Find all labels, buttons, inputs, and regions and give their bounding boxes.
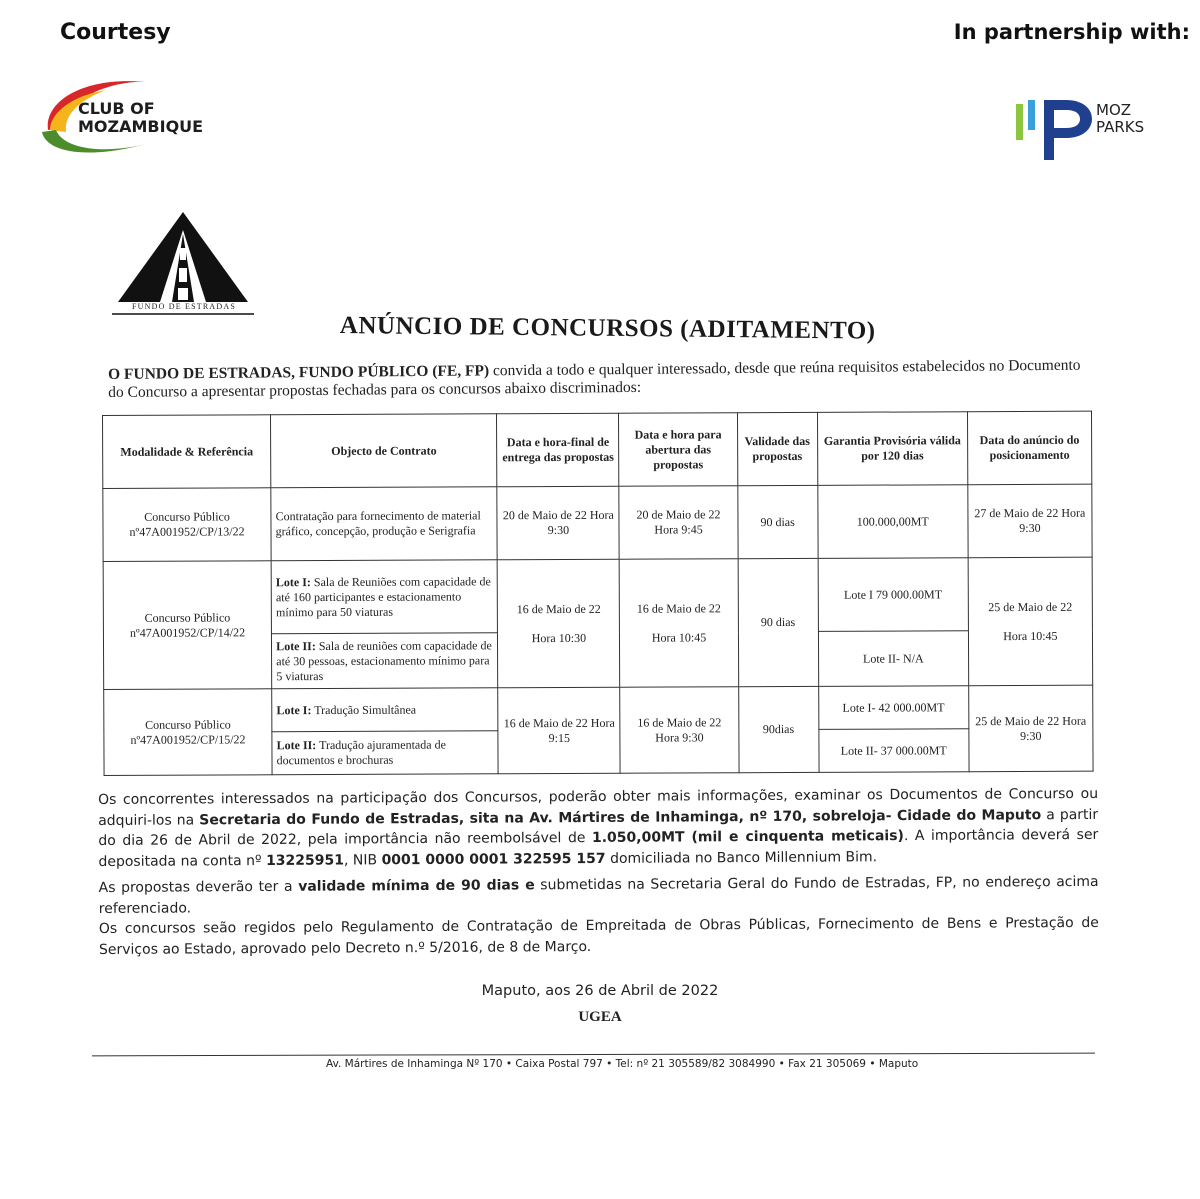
col-header-opening: Data e hora para abertura das propostas <box>619 413 737 487</box>
guarantee-lote1-cell: Lote I- 42 000.00MT <box>818 686 968 730</box>
info-paragraph: Os concorrentes interessados na participação dos Concursos, poderão obter mais informações, examinar os Documentos de Concurso ou adquiri-los na Secretaria do Fundo de Estradas, sita na Av. Mártires de Inhaminga, nº 170, sobreloja- Cidade do Maputo a partir do dia 26 de Abril de 2022, pela importância não reembolsável de 1.050,00MT (mil e cinquenta meticais). A importância deverá ser depositada na conta nº 13225951, NIB 0001 0000 0001 322595 157 domiciliada no Banco Millennium Bim. <box>98 785 1099 870</box>
validity-cell: 90dias <box>738 686 818 772</box>
col-header-announcement: Data do anúncio do posicionamento <box>967 411 1092 485</box>
ref-cell: Concurso Público nº47A001952/CP/14/22 <box>103 561 272 690</box>
delivery-cell: 16 de Maio de 22 Hora 9:15 <box>498 687 620 774</box>
validity-paragraph: As propostas deverão ter a validade mínima de 90 dias e submetidas na Secretaria Geral do Fundo de Estradas, FP, no endereço acima referenciado. <box>98 873 1099 917</box>
object-cell: Contratação para fornecimento de material gráfico, concepção, produção e Serigrafia <box>271 487 498 561</box>
intro-paragraph: O FUNDO DE ESTRADAS, FUNDO PÚBLICO (FE, FP) convida a todo e qualquer interessado, desde que reúna requisitos estabelecidos no Documento do Concurso a apresentar propostas fechadas para os concursos abaixo discriminados: <box>108 356 1081 401</box>
table-row <box>103 557 1092 634</box>
object-lote2-cell: Lote II: Sala de reuniões com capacidade de até 30 pessoas, estacionamento mínimo para 5 viaturas <box>272 633 498 689</box>
col-header-validity: Validade das propostas <box>737 412 817 485</box>
announcement-cell: 25 de Maio de 22 Hora 9:30 <box>969 685 1094 772</box>
announcement-cell: 27 de Maio de 22 Hora 9:30 <box>968 484 1093 558</box>
object-lote1-cell: Lote I: Sala de Reuniões com capacidade de até 160 participantes e estacionamento mínimo para 50 viaturas <box>271 560 498 634</box>
body-text <box>98 784 1099 966</box>
tender-table-wrapper <box>102 411 1094 776</box>
opening-cell: 16 de Maio de 22 Hora 9:30 <box>620 687 738 774</box>
regulation-paragraph: Os concursos seão regidos pelo Regulamento de Contratação de Empreitada de Obras Públicas, Fornecimento de Bens e Prestação de Serviços ao Estado, aprovado pelo Decreto n.º 5/2016, de 8 de Março. <box>98 914 1099 958</box>
courtesy-label: Courtesy <box>60 20 171 45</box>
col-header-modality: Modalidade & Referência <box>103 415 271 489</box>
col-header-guarantee: Garantia Provisória válida por 120 dias <box>817 412 967 486</box>
opening-cell: 20 de Maio de 22 Hora 9:45 <box>619 486 737 560</box>
opening-cell: 16 de Maio de 22 Hora 10:45 <box>620 559 739 688</box>
footer-address: Av. Mártires de Inhaminga Nº 170 • Caixa Postal 797 • Tel: nº 21 305589/82 3084990 • Fax 21 305069 • Maputo <box>326 1058 919 1070</box>
table-row <box>103 484 1092 561</box>
col-header-object: Objecto de Contrato <box>271 414 498 488</box>
guarantee-lote2-cell: Lote II- 37 000.00MT <box>819 729 969 773</box>
guarantee-cell: 100.000,00MT <box>817 485 967 559</box>
validity-cell: 90 dias <box>738 558 819 686</box>
table-row <box>104 685 1093 732</box>
table-header-row <box>103 411 1092 488</box>
object-lote2-cell: Lote II: Tradução ajuramentada de documentos e brochuras <box>272 731 498 775</box>
moz-parks-logo-text: MOZ PARKS <box>1096 101 1145 136</box>
col-header-delivery: Data e hora-final de entrega das propostas <box>497 413 619 487</box>
delivery-cell: 20 de Maio de 22 Hora 9:30 <box>497 486 619 560</box>
validity-cell: 90 dias <box>737 485 817 558</box>
place-date: Maputo, aos 26 de Abril de 2022 <box>481 983 719 999</box>
guarantee-lote1-cell: Lote I 79 000.00MT <box>818 558 968 632</box>
logo-caption: FUNDO DE ESTRADAS <box>132 302 236 311</box>
partnership-label: In partnership with: <box>953 20 1190 44</box>
document-title: ANÚNCIO DE CONCURSOS (ADITAMENTO) <box>339 312 876 345</box>
club-logo-text: CLUB OF MOZAMBIQUE <box>78 99 204 136</box>
announcement-cell: 25 de Maio de 22 Hora 10:45 <box>968 557 1093 686</box>
ref-cell: Concurso Público nº47A001952/CP/13/22 <box>103 488 271 562</box>
object-lote1-cell: Lote I: Tradução Simultânea <box>272 688 498 732</box>
footer-divider <box>92 1053 1095 1057</box>
guarantee-lote2-cell: Lote II- N/A <box>818 631 968 687</box>
tender-table <box>102 411 1094 776</box>
ref-cell: Concurso Público nº47A001952/CP/15/22 <box>104 689 273 776</box>
signature-block <box>420 983 780 1026</box>
delivery-cell: 16 de Maio de 22 Hora 10:30 <box>498 559 621 688</box>
signatory: UGEA <box>578 1009 622 1025</box>
